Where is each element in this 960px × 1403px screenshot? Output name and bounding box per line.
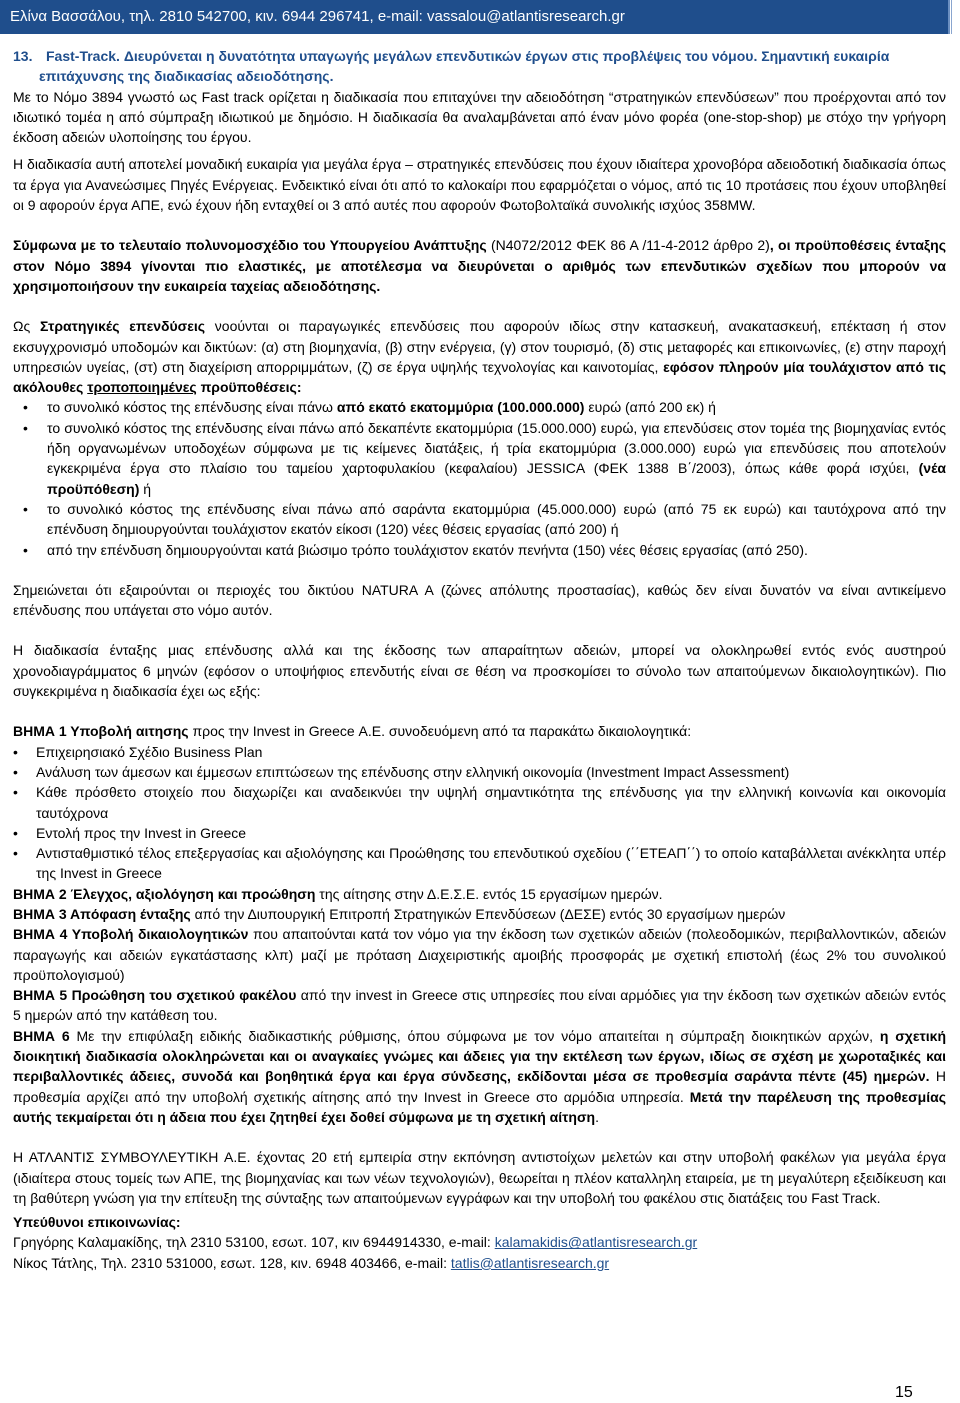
document-body — [13, 46, 946, 1273]
header-email-link[interactable]: vassalou@atlantisresearch.gr — [427, 8, 625, 25]
contact-email-2-link[interactable]: tatlis@atlantisresearch.gr — [450, 1254, 610, 1271]
contact-block — [13, 1212, 946, 1273]
contact-line-2: Νίκος Τάτλης, Τηλ. 2310 531000, εσωτ. 128, κιν. 6948 403466, e-mail: tatlis@atlantisresearch.gr — [13, 1254, 610, 1271]
modified-term: τροποποιημένες — [87, 379, 197, 396]
header-edge-decoration — [951, 0, 960, 34]
new-law-reference: (Ν4072/2012 ΦΕΚ 86 Α /11-4-2012 άρθρο 2) — [486, 237, 770, 254]
section-title: Fast-Track. Διευρύνεται η δυνατότητα υπαγωγής μεγάλων επενδυτικών έργων στις προβλέψεις του νόμου. Σημαντική ευκαιρία επιτάχυνσης της διαδικασίας αδειοδότησης. — [39, 48, 890, 85]
step-6: ΒΗΜΑ 6 Με την επιφύλαξη ειδικής διαδικαστικής ρύθμισης, όπου σύμφωνα με τον νόμο απαιτείται η σύμπραξη διοικητικών αρχών, η σχετική διοικητική διαδικασία ολοκληρώνεται και οι αναγκαίες γνώμες και άδειες για την εκτέλεση των έργων, ιδίως σε σχέση με χωροταξικές και περιβαλλοντικές άδειες, συνοδά και βοηθητικά έργα και έργα σύνδεσης, εκδίδονται μέσα σε προθεσμία σαράντα πέντε (45) ημερών. Η προθεσμία αρχίζει από την υποβολή σχετικής αίτησης από την Invest in Greece στο αρμόδια υπηρεσία. Μετά την παρέλευση της προθεσμίας αυτής τεκμαίρεται ότι η άδεια που έχει ζητηθεί έχει δοθεί σύμφωνα με τη σχετική αίτηση. — [13, 1027, 947, 1125]
step-2: ΒΗΜΑ 2 Έλεγχος, αξιολόγηση και προώθηση της αίτησης στην Δ.Ε.Σ.Ε. εντός 15 εργασίμων ημερών. — [13, 885, 663, 902]
step-4: ΒΗΜΑ 4 Υποβολή δικαιολογητικών που απαιτούνται κατά τον νόμο για την έκδοση των σχετικών αδειών (πολεοδομικών, περιβαλλοντικών, αδειών παραγωγής και αδειών εγκατάστασης κλπ) μαζί με πρόταση Διαχειριστικής αμοιβής προσφοράς με σχετική επιστολή (έως 2% του συνολικού προϋπολογισμού) — [13, 926, 947, 983]
paragraph-opportunity: Η διαδικασία αυτή αποτελεί μοναδική ευκαιρία για μεγάλα έργα – στρατηγικές επενδύσεις που έχουν ιδιαίτερα χρονοβόρα αδειοδοτική διαδικασία όπως τα έργα για Ανανεώσιμες Πηγές Ενέργειας. Ενδεικτικό είναι ότι από το καλοκαίρι που εφαρμόζεται ο νόμος, από τις 10 προτάσεις που έχουν υποβληθεί οι 9 αφορούν έργα ΑΠΕ, ενώ έχουν ήδη ενταχθεί οι 3 από αυτές που αφορούν Φωτοβολταϊκά συνολικής ισχύος 358MW. — [13, 156, 946, 214]
section-number: 13. — [13, 48, 33, 64]
step-5-title: ΒΗΜΑ 5 Προώθηση του σχετικού φακέλου — [13, 987, 297, 1004]
step-1: ΒΗΜΑ 1 Υποβολή αιτησης προς την Invest in Greece Α.Ε. συνοδευόμενη από τα παρακάτω δικαιολογητικά: — [13, 723, 692, 740]
list-item: • το συνολικό κόστος της επένδυσης είναι πάνω από εκατό εκατομμύρια (100.000.000) ευρώ (από 200 εκ) ή — [23, 399, 716, 416]
contact-email-1-link[interactable]: kalamakidis@atlantisresearch.gr — [494, 1234, 698, 1251]
page-header — [0, 0, 950, 34]
list-item: • Κάθε πρόσθετο στοιχείο που διαχωρίζει και αναδεικνύει την υψηλή σημαντικότητα της επένδυσης για την ελληνική κοινωνία και οικονομία ταυτόχρονα — [13, 784, 946, 821]
paragraph-strategic-investments: Ως Στρατηγικές επενδύσεις νοούνται οι παραγωγικές επενδύσεις που αφορούν ιδίως στην κατασκευή, ανακατασκευή, επέκταση ή στον εκσυγχρονισμό υποδομών και δικτύων: (α) στη βιομηχανία, (β) στην ενέργεια, (γ) στον τουρισμό, (δ) στις μεταφορές και επικοινωνίες, (ε) στην παροχή υπηρεσιών υγείας, (στ) στη διαχείριση απορριμμάτων, (ζ) σε έργα υψηλής τεχνολογίας και καινοτομίας, εφόσον πληρούν μία τουλάχιστον από τις ακόλουθες τροποποιημένες προϋποθέσεις: — [13, 318, 946, 396]
step-1-title: ΒΗΜΑ 1 Υποβολή αιτησης — [13, 723, 189, 740]
header-contact-text: Ελίνα Βασσάλου, τηλ. 2810 542700, κιν. 6944 296741, e-mail: — [10, 8, 427, 25]
page-number: 15 — [895, 1384, 913, 1401]
contact-title: Υπεύθυνοι επικοινωνίας: — [13, 1214, 181, 1231]
documents-list — [13, 742, 946, 884]
list-item: • το συνολικό κόστος της επένδυσης είναι πάνω από δεκαπέντε εκατομμύρια (15.000.000) ευρώ, για επενδύσεις στον τομέα της βιομηχανίας εντός ήδη οργανωμένων υποδοχέων σύμφωνα με τις κείμενες διατάξεις, ή τρία εκατομμύρια (3.000.000) ευρώ για επενδύσεις που αποτελούν εγκεκριμένα έργα στο πλαίσιο του ταμείου χαρτοφυλακίου (κεφαλαίου) JESSICA (ΦΕΚ 1388 Β΄/2003), όπως κάθε φορά ισχύει, (νέα προϋπόθεση) ή — [23, 419, 946, 497]
step-3: ΒΗΜΑ 3 Απόφαση ένταξης από την Διυπουργική Επιτροπή Στρατηγικών Επενδύσεων (ΔΕΣΕ) εντός 30 εργασίμων ημερών — [13, 905, 786, 922]
paragraph-new-law — [13, 235, 946, 296]
list-item: • Αντισταθμιστικό τέλος επεξεργασίας και αξιολόγησης και Προώθησης του επενδυτικού σχεδίου (΄΄ΕΤΕΑΠ΄΄) το οποίο καταβάλλεται ανέκκλητα υπέρ της Invest in Greece — [13, 845, 946, 882]
new-law-effect: , οι προϋποθέσεις ένταξης στον Νόμο 3894 γίνονται πιο ελαστικές, με αποτέλεσμα να διευρύνεται ο αριθμός των επενδυτικών σχεδίων που μπορούν να χρησιμοποιήσουν την ευκαιρεία ταχείας αδειοδότησης. — [13, 237, 947, 294]
paragraph-intro: Με το Νόμο 3894 γνωστό ως Fast track ορίζεται η διαδικασία που επιταχύνει την αδειοδότηση “στρατηγικών επενδύσεων” που προέρχονται από τον ιδιωτικό τομέα η από σύμπραξη ιδιωτικού με δημόσιο. Η διαδικασία θα αναλαμβάνεται από έναν μόνο φορέα (one-stop-shop) με στόχο την γρήγορη έκδοση αδειών υλοποίησης του έργου. — [13, 88, 946, 146]
strategic-investments-term: Στρατηγικές επενδύσεις — [39, 318, 206, 335]
paragraph-atlantis: Η ΑΤΛΑΝΤΙΣ ΣΥΜΒΟΥΛΕΥΤΙΚΗ Α.Ε. έχοντας 20 ετή εμπειρία στην εκπόνηση αντιστοίχων μελετών και στην υποβολή φακέλων για μεγάλα έργα (ιδιαίτερα στους τομείς των ΑΠΕ, της βιομηχανίας και των νέων τεχνολογιών), θεωρείται η πλέον καταλληλη εταιρεία, με τη μεγαλύτερη εξειδίκευση και τη βαθύτερη γνώση για την επίτευξη της σύνταξης των απαιτούμενων εγγράφων και την υποβολή του φακέλου στις διατάξεις του Fast Track. — [13, 1149, 946, 1206]
list-item: • Ανάλυση των άμεσων και έμμεσων επιπτώσεων της επένδυσης στην ελληνική οικονομία (Investment Impact Assessment) — [13, 763, 790, 780]
list-item: • από την επένδυση δημιουργούνται κατά βιώσιμο τρόπο τουλάχιστον εκατόν πενήντα (150) νέες θέσεις εργασίας (από 250). — [23, 541, 808, 558]
list-item: • Εντολή προς την Invest in Greece — [13, 824, 247, 841]
step-3-title: ΒΗΜΑ 3 Απόφαση ένταξης — [13, 905, 191, 922]
criteria-list — [13, 397, 946, 559]
step-4-title: ΒΗΜΑ 4 Υποβολή δικαιολογητικών — [13, 926, 249, 943]
section-heading — [13, 46, 946, 87]
step-5: ΒΗΜΑ 5 Προώθηση του σχετικού φακέλου από την invest in Greece στις υπηρεσίες που είναι αρμόδιες για την έκδοση των σχετικών αδειών εντός 5 ημερών από την κατάθεση του. — [13, 987, 946, 1024]
new-law-lead: Σύμφωνα με το τελευταίο πολυνομοσχέδιο του Υπουργείου Ανάπτυξης — [13, 237, 487, 254]
list-item: • το συνολικό κόστος της επένδυσης είναι πάνω από σαράντα εκατομμύρια (45.000.000) ευρώ (από 75 εκ ευρώ) και ταυτόχρονα από την επένδυση δημιουργούνται τουλάχιστον εκατόν είκοσι (120) νέες θέσεις εργασίας (από 200) ή — [23, 500, 946, 538]
step-2-title: ΒΗΜΑ 2 Έλεγχος, αξιολόγηση και προώθηση — [13, 885, 316, 902]
contact-line-1: Γρηγόρης Καλαμακίδης, τηλ 2310 53100, εσωτ. 107, κιν 6944914330, e-mail: kalamakidis@atlantisresearch.gr — [13, 1234, 698, 1251]
paragraph-timeline: Η διαδικασία ένταξης μιας επένδυσης αλλά και της έκδοσης των απαραίτητων αδειών, μπορεί να ολοκληρωθεί εντός ενός αυστηρού χρονοδιαγράμματος 6 μηνών (εφόσον ο υποψήφιος επενδυτής είναι σε θέση να προσκομίσει το σύνολο των απαιτούμενων δικαιολογητικών). Πιο συγκεκριμένα η διαδικασία έχει ως εξής: — [13, 642, 946, 700]
list-item: • Επιχειρησιακό Σχέδιο Business Plan — [13, 743, 263, 760]
paragraph-natura: Σημειώνεται ότι εξαιρούνται οι περιοχές του δικτύου NATURA A (ζώνες απόλυτης προστασίας), καθώς δεν είναι δυνατόν να είναι αντικείμενο επένδυσης που υπάγεται στο νόμο αυτόν. — [13, 581, 946, 619]
step-6-title: ΒΗΜΑ 6 — [13, 1027, 70, 1044]
